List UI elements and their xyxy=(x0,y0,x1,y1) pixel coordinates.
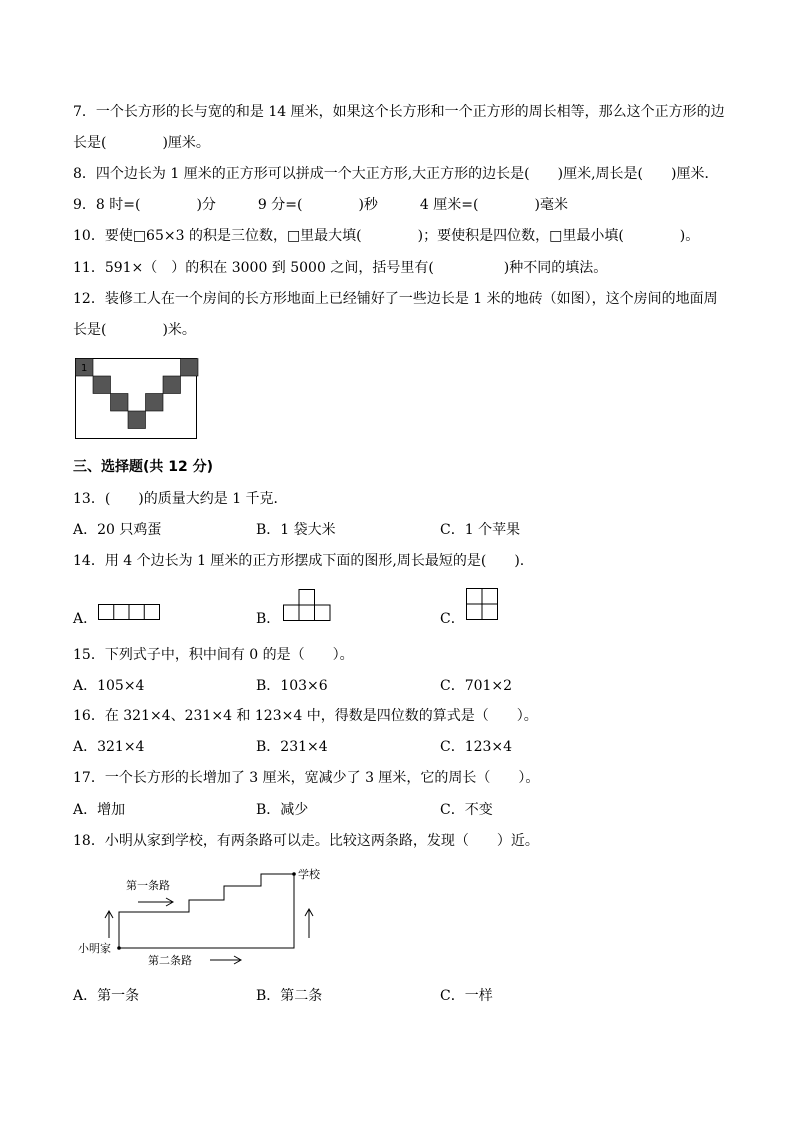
floor-tiles-figure xyxy=(75,358,197,440)
question-11: 11．591×（ ）的积在 3000 到 5000 之间，括号里有( )种不同的填法。 xyxy=(73,260,608,276)
arrow-right-bottom-icon xyxy=(210,956,241,964)
floor-tile xyxy=(181,359,199,377)
tile-group xyxy=(76,359,199,429)
question-15: 15．下列式子中，积中间有 0 的是（ ）。 xyxy=(73,647,354,663)
question-16: 16．在 321×4、231×4 和 123×4 中，得数是四位数的算式是（ ）。 xyxy=(73,708,538,724)
q18-option-a[interactable]: A．第一条 xyxy=(73,988,140,1004)
floor-tile xyxy=(146,394,164,412)
question-7-line-2: 长是( )厘米。 xyxy=(73,135,210,151)
route-1-label: 第一条路 xyxy=(126,879,170,892)
question-9: 9．8 时=( )分 9 分=( )秒 4 厘米=( )毫米 xyxy=(73,197,568,213)
home-dot xyxy=(117,946,121,950)
q13-option-c[interactable]: C．1 个苹果 xyxy=(440,522,521,538)
floor-tile xyxy=(93,376,111,394)
q15-option-b[interactable]: B．103×6 xyxy=(256,678,328,694)
q14-shape-c-square xyxy=(466,588,498,620)
tile-size-label: 1 xyxy=(81,363,88,374)
arrow-up-right-icon xyxy=(305,909,313,938)
school-label: 学校 xyxy=(298,868,320,881)
section-3-title: 三、选择题(共 12 分) xyxy=(73,459,214,475)
question-12-line-1: 12．装修工人在一个房间的长方形地面上已经铺好了一些边长是 1 米的地砖（如图），这个房间的地面周 xyxy=(73,291,718,307)
question-8: 8．四个边长为 1 厘米的正方形可以拼成一个大正方形,大正方形的边长是( )厘米,周长是( )厘米． xyxy=(73,166,719,182)
question-12-line-2: 长是( )米。 xyxy=(73,322,196,338)
arrow-up-left-icon xyxy=(105,911,113,938)
q17-option-b[interactable]: B．减少 xyxy=(256,802,309,818)
q13-option-a[interactable]: A．20 只鸡蛋 xyxy=(73,522,162,538)
q14-option-a[interactable]: A． xyxy=(73,611,98,627)
floor-tile xyxy=(163,376,181,394)
q18-option-c[interactable]: C．一样 xyxy=(440,988,493,1004)
q14-shape-a-row xyxy=(98,604,160,620)
question-7-line-1: 7．一个长方形的长与宽的和是 14 厘米，如果这个长方形和一个正方形的周长相等，那么这个正方形的边 xyxy=(73,104,725,120)
arrow-right-top-icon xyxy=(138,898,173,906)
route-2-label: 第二条路 xyxy=(148,954,192,967)
routes-figure xyxy=(76,862,336,972)
q16-option-c[interactable]: C．123×4 xyxy=(440,739,513,755)
question-13: 13．( )的质量大约是 1 千克． xyxy=(73,491,288,507)
q14-shape-b-t xyxy=(283,589,331,621)
q13-option-b[interactable]: B．1 袋大米 xyxy=(256,522,336,538)
q14-option-c[interactable]: C． xyxy=(440,611,465,627)
home-label: 小明家 xyxy=(78,942,111,955)
q17-option-a[interactable]: A．增加 xyxy=(73,802,126,818)
q14-option-b[interactable]: B． xyxy=(256,611,281,627)
floor-tile xyxy=(128,411,146,429)
question-18: 18．小明从家到学校，有两条路可以走。比较这两条路，发现（ ）近。 xyxy=(73,833,539,849)
q15-option-a[interactable]: A．105×4 xyxy=(73,678,145,694)
q15-option-c[interactable]: C．701×2 xyxy=(440,678,513,694)
q16-option-a[interactable]: A．321×4 xyxy=(73,739,145,755)
q17-option-c[interactable]: C．不变 xyxy=(440,802,493,818)
school-dot xyxy=(292,872,296,876)
q16-option-b[interactable]: B．231×4 xyxy=(256,739,328,755)
question-10: 10．要使□65×3 的积是三位数，□里最大填( )；要使积是四位数，□里最小填( )。 xyxy=(73,228,700,244)
question-17: 17．一个长方形的长增加了 3 厘米，宽减少了 3 厘米，它的周长（ ）。 xyxy=(73,770,540,786)
floor-tile xyxy=(111,394,129,412)
q18-option-b[interactable]: B．第二条 xyxy=(256,988,323,1004)
question-14: 14．用 4 个边长为 1 厘米的正方形摆成下面的图形,周长最短的是( ). xyxy=(73,553,525,569)
